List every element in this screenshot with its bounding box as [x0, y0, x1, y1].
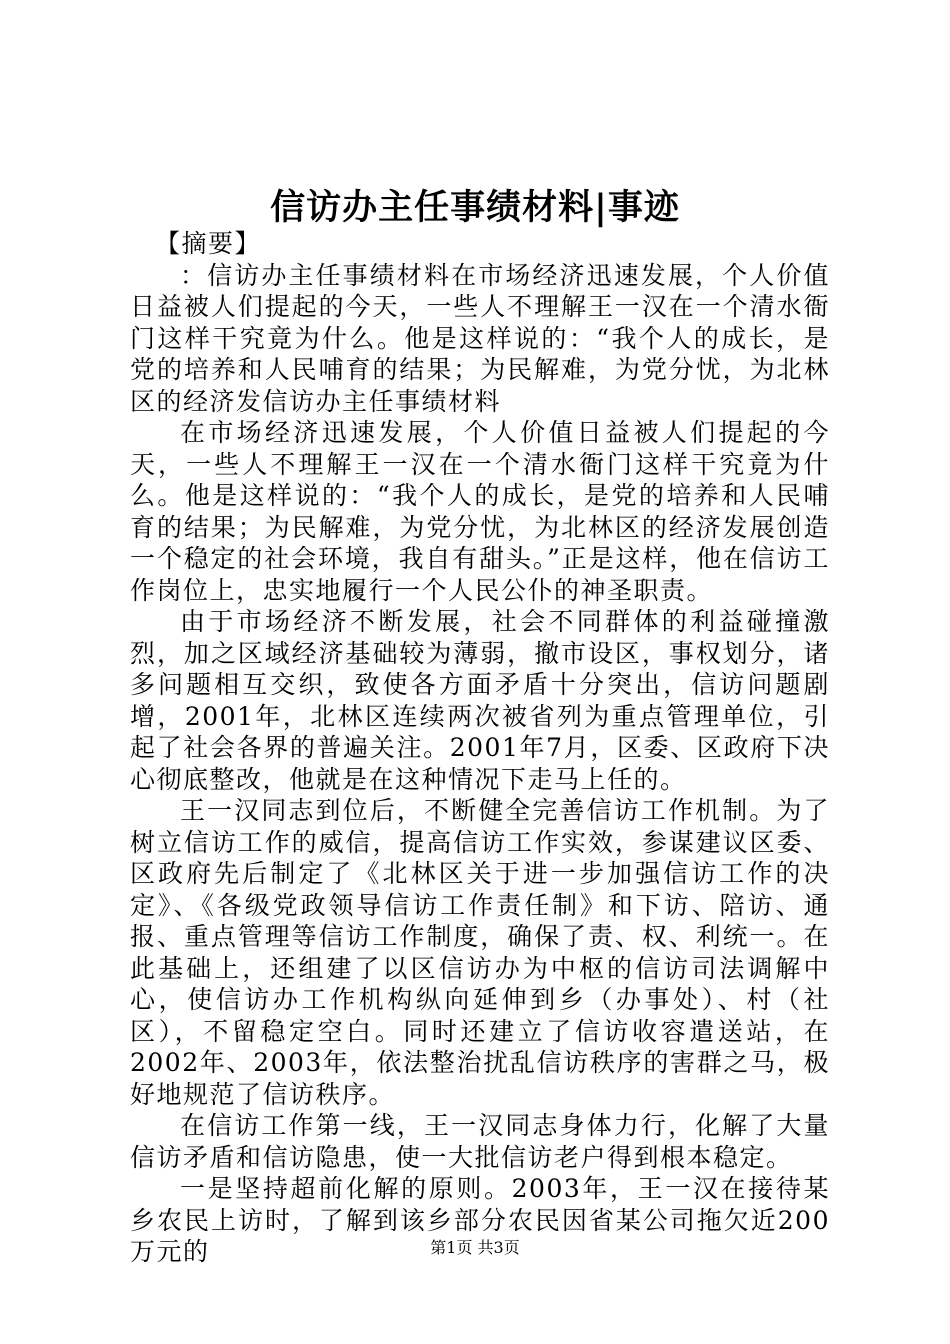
page-footer: 第1页 共3页: [430, 1238, 520, 1257]
paragraph: 由于市场经济不断发展，社会不同群体的利益碰撞激烈，加之区域经济基础较为薄弱，撤市设区，事权划分，诸多问题相互交织，致使各方面矛盾十分突出，信访问题剧增，2001年，北林区连续两次被省列为重点管理单位，引起了社会各界的普遍关注。2001年7月，区委、区政府下决心彻底整改，他就是在这种情况下走马上任的。: [130, 607, 830, 794]
abstract-label: 【摘要】: [155, 229, 262, 258]
paragraph: 王一汉同志到位后，不断健全完善信访工作机制。为了树立信访工作的威信，提高信访工作实效，参谋建议区委、区政府先后制定了《北林区关于进一步加强信访工作的决定》、《各级党政领导信访工作责任制》和下访、陪访、通报、重点管理等信访工作制度，确保了责、权、利统一。在此基础上，还组建了以区信访办为中枢的信访司法调解中心，使信访办工作机构纵向延伸到乡（办事处）、村（社区），不留稳定空白。同时还建立了信访收容遣送站，在2002年、2003年，依法整治扰乱信访秩序的害群之马，极好地规范了信访秩序。: [130, 796, 830, 1109]
document-title: 信访办主任事绩材料|事迹: [270, 187, 680, 228]
document-body: [130, 228, 830, 1268]
paragraph: ：信访办主任事绩材料在市场经济迅速发展，个人价值日益被人们提起的今天，一些人不理解王一汉在一个清水衙门这样干究竟为什么。他是这样说的：“我个人的成长，是党的培养和人民哺育的结果；为民解难，为党分忧，为北林区的经济发信访办主任事绩材料: [130, 260, 830, 416]
paragraph: 在信访工作第一线，王一汉同志身体力行，化解了大量信访矛盾和信访隐患，使一大批信访老户得到根本稳定。: [130, 1111, 830, 1172]
paragraph: 在市场经济迅速发展，个人价值日益被人们提起的今天，一些人不理解王一汉在一个清水衙门这样干究竟为什么。他是这样说的：“我个人的成长，是党的培养和人民哺育的结果；为民解难，为党分忧，为北林区的经济发展创造一个稳定的社会环境，我自有甜头。”正是这样，他在信访工作岗位上，忠实地履行一个人民公仆的神圣职责。: [130, 418, 830, 605]
paragraph: 一是坚持超前化解的原则。2003年，王一汉在接待某乡农民上访时，了解到该乡部分农民因省某公司拖欠近200万元的: [130, 1174, 830, 1266]
